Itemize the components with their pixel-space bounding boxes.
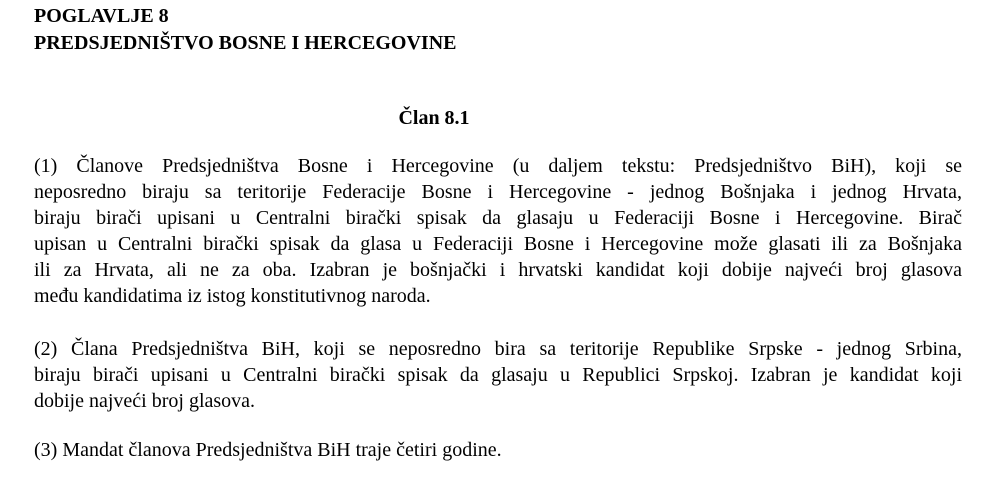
chapter-label: POGLAVLJE 8 [34,5,169,27]
paragraph-line: među kandidatima iz istog konstitutivnog naroda. [34,285,431,308]
paragraph-2 [34,336,962,414]
paragraph-line: neposredno biraju sa teritorije Federacije Bosne i Hercegovine - jednog Bošnjaka i jednog Hrvata, [34,181,962,204]
paragraph-line: biraju birači upisani u Centralni birački spisak da glasaju u Federaciji Bosne i Hercegovine. Birač [34,207,962,230]
paragraph-line: (2) Člana Predsjedništva BiH, koji se neposredno bira sa teritorije Republike Srpske - jednog Srbina, [34,338,962,360]
paragraph-line: upisan u Centralni birački spisak da glasa u Federaciji Bosne i Hercegovine može glasati ili za Bošnjaka [34,233,962,256]
paragraph-line: (3) Mandat članova Predsjedništva BiH traje četiri godine. [34,439,502,461]
chapter-title: PREDSJEDNIŠTVO BOSNE I HERCEGOVINE [34,32,457,54]
paragraph-line: dobije najveći broj glasova. [34,390,256,413]
paragraph-3 [34,437,962,463]
paragraph-1 [34,153,962,310]
paragraph-line: (1) Članove Predsjedništva Bosne i Hercegovine (u daljem tekstu: Predsjedništvo BiH), koji se [34,155,962,177]
article-title: Član 8.1 [398,107,470,129]
paragraph-line: ili za Hrvata, ali ne za oba. Izabran je bošnjački i hrvatski kandidat koji dobije najveći broj glasova [34,259,962,282]
paragraph-line: biraju birači upisani u Centralni birački spisak da glasaju u Republici Srpskoj. Izabran je kandidat koji [34,364,962,387]
